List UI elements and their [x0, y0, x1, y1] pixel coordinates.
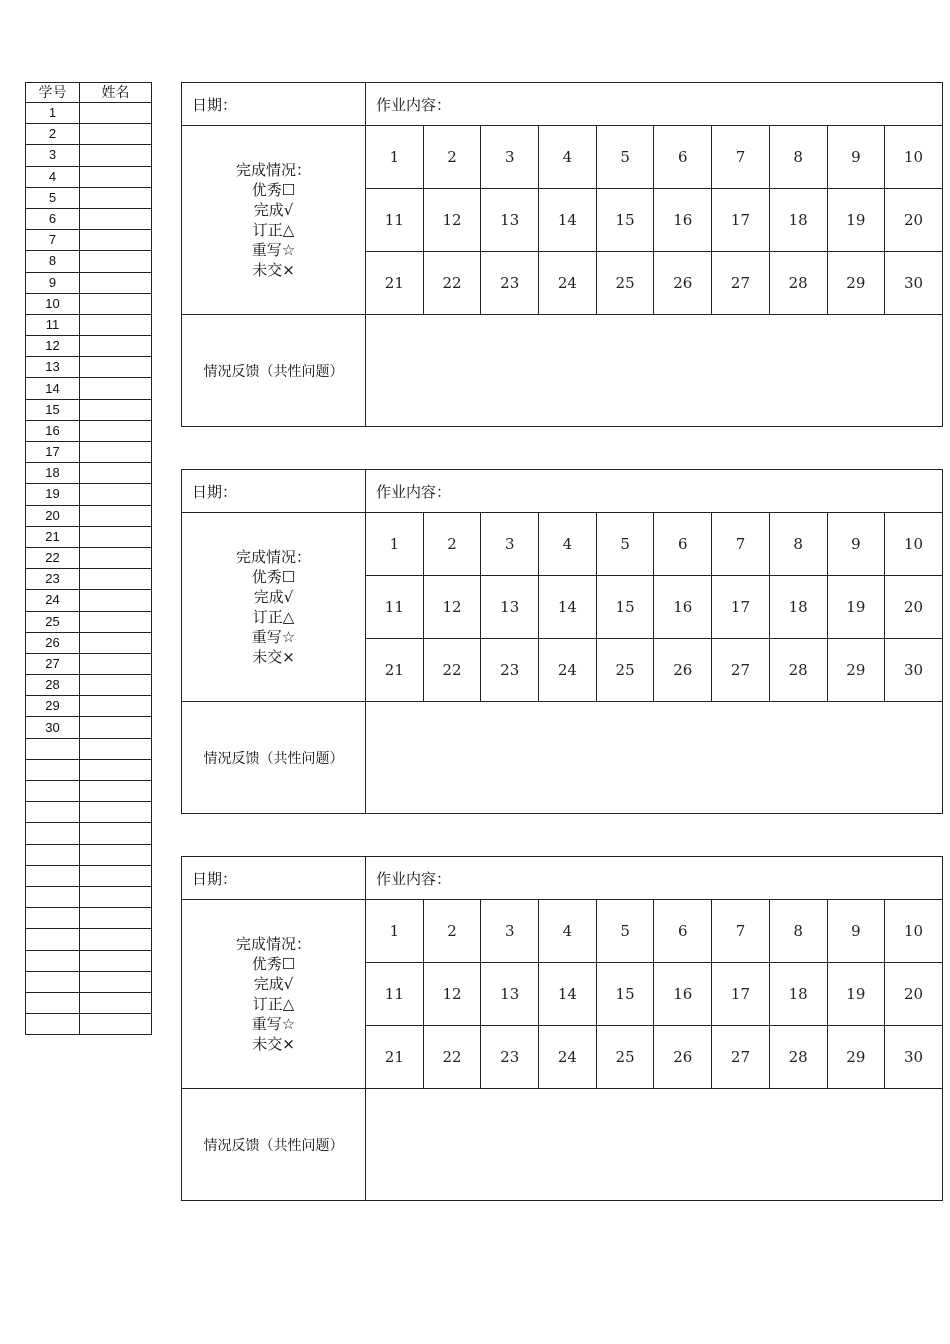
completion-legend [182, 900, 366, 1089]
student-number-cell[interactable]: 21 [366, 252, 424, 315]
completion-legend [182, 513, 366, 702]
roster-student-name[interactable] [80, 717, 152, 738]
roster-student-number: 2 [26, 124, 80, 145]
student-number-cell[interactable]: 10 [885, 126, 943, 189]
roster-student-number: 11 [26, 314, 80, 335]
roster-row [26, 717, 152, 738]
student-number-cell[interactable]: 3 [481, 513, 539, 576]
student-number-cell[interactable]: 28 [769, 252, 827, 315]
roster-row [26, 781, 152, 802]
student-number-cell[interactable]: 12 [423, 576, 481, 639]
roster-student-number [26, 929, 80, 950]
roster-row [26, 611, 152, 632]
completion-legend-line: 重写☆ [251, 1015, 296, 1033]
student-number-cell[interactable]: 16 [654, 576, 712, 639]
roster-student-name[interactable] [80, 886, 152, 907]
completion-legend-line: 完成√ [253, 201, 294, 219]
roster-body [26, 103, 152, 1035]
roster-row [26, 505, 152, 526]
student-number-cell[interactable]: 25 [596, 1026, 654, 1089]
student-number-cell[interactable]: 23 [481, 252, 539, 315]
student-number-cell[interactable]: 26 [654, 1026, 712, 1089]
roster-student-number: 26 [26, 632, 80, 653]
roster-header-number: 学号 [26, 83, 80, 103]
roster-row [26, 251, 152, 272]
roster-student-number: 12 [26, 336, 80, 357]
homework-block [181, 82, 943, 427]
student-number-cell[interactable]: 11 [366, 576, 424, 639]
student-number-cell[interactable]: 9 [827, 900, 885, 963]
student-roster-table [25, 82, 152, 1035]
student-number-cell[interactable]: 19 [827, 963, 885, 1026]
completion-legend-line: 订正△ [252, 995, 295, 1013]
roster-row [26, 103, 152, 124]
student-number-cell[interactable]: 7 [712, 513, 770, 576]
student-number-cell[interactable]: 10 [885, 513, 943, 576]
roster-student-number: 5 [26, 187, 80, 208]
roster-student-number [26, 992, 80, 1013]
roster-row [26, 399, 152, 420]
roster-row [26, 378, 152, 399]
student-number-cell[interactable]: 11 [366, 963, 424, 1026]
student-number-cell[interactable]: 12 [423, 189, 481, 252]
roster-student-number [26, 844, 80, 865]
roster-row [26, 145, 152, 166]
student-number-cell[interactable]: 7 [712, 126, 770, 189]
roster-student-number [26, 823, 80, 844]
roster-student-number: 16 [26, 420, 80, 441]
homework-header-row [182, 857, 943, 900]
student-number-cell[interactable]: 13 [481, 189, 539, 252]
roster-row [26, 357, 152, 378]
roster-row [26, 230, 152, 251]
student-number-cell[interactable]: 21 [366, 1026, 424, 1089]
roster-student-number [26, 908, 80, 929]
student-number-cell[interactable]: 29 [827, 639, 885, 702]
student-number-cell[interactable]: 28 [769, 1026, 827, 1089]
student-number-row [182, 513, 943, 576]
roster-student-number [26, 802, 80, 823]
roster-row [26, 632, 152, 653]
roster-student-name[interactable] [80, 505, 152, 526]
completion-legend [182, 126, 366, 315]
student-number-cell[interactable]: 16 [654, 963, 712, 1026]
completion-legend-line: 重写☆ [251, 628, 296, 646]
student-number-cell[interactable]: 18 [769, 189, 827, 252]
roster-row [26, 590, 152, 611]
roster-student-name[interactable] [80, 632, 152, 653]
roster-row [26, 908, 152, 929]
student-number-cell[interactable]: 2 [423, 513, 481, 576]
completion-legend-line: 未交× [252, 261, 295, 279]
roster-student-number: 20 [26, 505, 80, 526]
roster-row [26, 484, 152, 505]
roster-student-name[interactable] [80, 971, 152, 992]
feedback-area[interactable] [366, 702, 943, 814]
date-label[interactable]: 日期： [182, 857, 366, 900]
roster-student-name[interactable] [80, 823, 152, 844]
roster-student-name[interactable] [80, 865, 152, 886]
homework-header-row [182, 83, 943, 126]
roster-row [26, 971, 152, 992]
student-number-cell[interactable]: 4 [539, 900, 597, 963]
roster-student-name[interactable] [80, 611, 152, 632]
student-number-cell[interactable]: 17 [712, 963, 770, 1026]
roster-student-number: 10 [26, 293, 80, 314]
roster-student-name[interactable] [80, 547, 152, 568]
completion-legend-line: 优秀☐ [251, 955, 296, 973]
roster-student-name[interactable] [80, 992, 152, 1013]
content-label[interactable]: 作业内容： [366, 83, 943, 126]
student-number-cell[interactable]: 27 [712, 252, 770, 315]
student-number-cell[interactable]: 8 [769, 900, 827, 963]
roster-student-name[interactable] [80, 781, 152, 802]
student-number-cell[interactable]: 5 [596, 126, 654, 189]
student-number-cell[interactable]: 20 [885, 576, 943, 639]
student-number-cell[interactable]: 2 [423, 126, 481, 189]
student-number-cell[interactable]: 1 [366, 900, 424, 963]
student-number-cell[interactable]: 15 [596, 963, 654, 1026]
completion-legend-line: 重写☆ [251, 241, 296, 259]
roster-student-name[interactable] [80, 675, 152, 696]
roster-student-name[interactable] [80, 526, 152, 547]
completion-legend-line: 完成情况： [235, 935, 311, 953]
feedback-row [182, 315, 943, 427]
feedback-label: 情况反馈（共性问题） [182, 315, 366, 427]
student-number-cell[interactable]: 30 [885, 1026, 943, 1089]
student-number-cell[interactable]: 29 [827, 252, 885, 315]
student-number-cell[interactable]: 8 [769, 126, 827, 189]
roster-student-name[interactable] [80, 759, 152, 780]
student-number-cell[interactable]: 28 [769, 639, 827, 702]
roster-student-number: 6 [26, 208, 80, 229]
student-number-cell[interactable]: 21 [366, 639, 424, 702]
student-number-cell[interactable]: 2 [423, 900, 481, 963]
completion-legend-line: 完成√ [253, 975, 294, 993]
roster-student-name[interactable] [80, 463, 152, 484]
roster-student-name[interactable] [80, 208, 152, 229]
student-number-cell[interactable]: 25 [596, 252, 654, 315]
roster-header-name: 姓名 [80, 83, 152, 103]
student-number-cell[interactable]: 14 [539, 576, 597, 639]
student-number-cell[interactable]: 30 [885, 252, 943, 315]
feedback-label: 情况反馈（共性问题） [182, 702, 366, 814]
roster-student-number [26, 971, 80, 992]
roster-row [26, 187, 152, 208]
student-number-cell[interactable]: 27 [712, 1026, 770, 1089]
roster-student-number: 27 [26, 653, 80, 674]
homework-block [181, 469, 943, 814]
student-number-cell[interactable]: 14 [539, 963, 597, 1026]
content-label[interactable]: 作业内容： [366, 470, 943, 513]
roster-student-name[interactable] [80, 1014, 152, 1035]
student-number-row [182, 900, 943, 963]
roster-student-name[interactable] [80, 230, 152, 251]
student-number-cell[interactable]: 14 [539, 189, 597, 252]
student-number-cell[interactable]: 24 [539, 252, 597, 315]
student-number-cell[interactable]: 20 [885, 189, 943, 252]
roster-student-name[interactable] [80, 272, 152, 293]
feedback-area[interactable] [366, 1089, 943, 1201]
roster-student-name[interactable] [80, 378, 152, 399]
roster-student-name[interactable] [80, 484, 152, 505]
student-number-cell[interactable]: 1 [366, 126, 424, 189]
roster-row [26, 929, 152, 950]
roster-student-number: 8 [26, 251, 80, 272]
roster-row [26, 272, 152, 293]
student-number-cell[interactable]: 24 [539, 639, 597, 702]
roster-row [26, 886, 152, 907]
student-number-cell[interactable]: 22 [423, 252, 481, 315]
student-number-cell[interactable]: 1 [366, 513, 424, 576]
student-number-cell[interactable]: 17 [712, 576, 770, 639]
student-number-cell[interactable]: 29 [827, 1026, 885, 1089]
student-number-cell[interactable]: 23 [481, 1026, 539, 1089]
roster-student-name[interactable] [80, 590, 152, 611]
roster-student-number [26, 950, 80, 971]
student-number-cell[interactable]: 18 [769, 576, 827, 639]
roster-student-name[interactable] [80, 399, 152, 420]
feedback-row [182, 1089, 943, 1201]
completion-legend-line: 完成情况： [235, 161, 311, 179]
roster-row [26, 208, 152, 229]
roster-student-number: 19 [26, 484, 80, 505]
feedback-row [182, 702, 943, 814]
student-number-cell[interactable]: 4 [539, 126, 597, 189]
student-number-cell[interactable]: 3 [481, 900, 539, 963]
roster-student-number: 23 [26, 569, 80, 590]
roster-row [26, 1014, 152, 1035]
student-number-cell[interactable]: 5 [596, 900, 654, 963]
student-number-cell[interactable]: 25 [596, 639, 654, 702]
roster-student-name[interactable] [80, 336, 152, 357]
student-number-cell[interactable]: 13 [481, 576, 539, 639]
homework-header-row [182, 470, 943, 513]
roster-row [26, 802, 152, 823]
roster-student-number: 4 [26, 166, 80, 187]
roster-row [26, 463, 152, 484]
roster-student-name[interactable] [80, 442, 152, 463]
feedback-label: 情况反馈（共性问题） [182, 1089, 366, 1201]
roster-student-name[interactable] [80, 166, 152, 187]
roster-student-name[interactable] [80, 357, 152, 378]
student-number-cell[interactable]: 27 [712, 639, 770, 702]
roster-student-name[interactable] [80, 844, 152, 865]
student-number-cell[interactable]: 22 [423, 639, 481, 702]
student-number-cell[interactable]: 15 [596, 189, 654, 252]
roster-row [26, 950, 152, 971]
roster-row [26, 844, 152, 865]
roster-row [26, 314, 152, 335]
student-number-cell[interactable]: 4 [539, 513, 597, 576]
roster-student-name[interactable] [80, 187, 152, 208]
roster-student-number: 14 [26, 378, 80, 399]
roster-row [26, 526, 152, 547]
roster-row [26, 293, 152, 314]
roster-row [26, 738, 152, 759]
roster-row [26, 166, 152, 187]
roster-student-number [26, 865, 80, 886]
student-number-cell[interactable]: 12 [423, 963, 481, 1026]
completion-legend-line: 优秀☐ [251, 568, 296, 586]
completion-legend-line: 完成情况： [235, 548, 311, 566]
student-number-cell[interactable]: 26 [654, 639, 712, 702]
roster-row [26, 675, 152, 696]
roster-row [26, 569, 152, 590]
completion-legend-line: 优秀☐ [251, 181, 296, 199]
roster-row [26, 823, 152, 844]
roster-student-name[interactable] [80, 420, 152, 441]
student-number-cell[interactable]: 23 [481, 639, 539, 702]
date-label[interactable]: 日期： [182, 470, 366, 513]
student-number-cell[interactable]: 15 [596, 576, 654, 639]
roster-student-name[interactable] [80, 908, 152, 929]
roster-student-number [26, 738, 80, 759]
roster-student-name[interactable] [80, 251, 152, 272]
student-number-cell[interactable]: 18 [769, 963, 827, 1026]
student-number-cell[interactable]: 22 [423, 1026, 481, 1089]
roster-student-number: 30 [26, 717, 80, 738]
student-number-cell[interactable]: 11 [366, 189, 424, 252]
student-number-row [182, 126, 943, 189]
roster-student-name[interactable] [80, 293, 152, 314]
roster-student-name[interactable] [80, 569, 152, 590]
completion-legend-line: 未交× [252, 648, 295, 666]
roster-student-number: 24 [26, 590, 80, 611]
student-number-cell[interactable]: 5 [596, 513, 654, 576]
roster-student-name[interactable] [80, 314, 152, 335]
roster-row [26, 442, 152, 463]
roster-student-number: 18 [26, 463, 80, 484]
roster-student-name[interactable] [80, 950, 152, 971]
homework-block [181, 856, 943, 1201]
student-number-cell[interactable]: 3 [481, 126, 539, 189]
roster-header-row [26, 83, 152, 103]
roster-student-number: 1 [26, 103, 80, 124]
student-number-cell[interactable]: 9 [827, 513, 885, 576]
roster-student-name[interactable] [80, 696, 152, 717]
roster-student-number: 15 [26, 399, 80, 420]
student-number-cell[interactable]: 7 [712, 900, 770, 963]
roster-student-name[interactable] [80, 929, 152, 950]
student-number-cell[interactable]: 6 [654, 126, 712, 189]
roster-student-name[interactable] [80, 145, 152, 166]
roster-student-number: 28 [26, 675, 80, 696]
student-number-cell[interactable]: 19 [827, 189, 885, 252]
student-number-cell[interactable]: 26 [654, 252, 712, 315]
roster-student-name[interactable] [80, 103, 152, 124]
roster-student-number: 9 [26, 272, 80, 293]
content-label[interactable]: 作业内容： [366, 857, 943, 900]
roster-row [26, 653, 152, 674]
roster-student-number: 3 [26, 145, 80, 166]
student-number-cell[interactable]: 9 [827, 126, 885, 189]
roster-row [26, 696, 152, 717]
completion-legend-line: 未交× [252, 1035, 295, 1053]
completion-legend-line: 订正△ [252, 608, 295, 626]
roster-student-number [26, 886, 80, 907]
roster-student-number [26, 1014, 80, 1035]
date-label[interactable]: 日期： [182, 83, 366, 126]
roster-row [26, 336, 152, 357]
student-number-cell[interactable]: 20 [885, 963, 943, 1026]
roster-row [26, 124, 152, 145]
completion-legend-line: 订正△ [252, 221, 295, 239]
completion-legend-line: 完成√ [253, 588, 294, 606]
student-number-cell[interactable]: 10 [885, 900, 943, 963]
student-number-cell[interactable]: 24 [539, 1026, 597, 1089]
roster-student-number: 21 [26, 526, 80, 547]
student-number-cell[interactable]: 17 [712, 189, 770, 252]
roster-student-name[interactable] [80, 738, 152, 759]
student-number-cell[interactable]: 6 [654, 513, 712, 576]
roster-student-number: 7 [26, 230, 80, 251]
student-number-cell[interactable]: 6 [654, 900, 712, 963]
feedback-area[interactable] [366, 315, 943, 427]
roster-student-number: 22 [26, 547, 80, 568]
roster-student-number: 29 [26, 696, 80, 717]
student-number-cell[interactable]: 30 [885, 639, 943, 702]
roster-row [26, 759, 152, 780]
student-number-cell[interactable]: 8 [769, 513, 827, 576]
student-number-cell[interactable]: 16 [654, 189, 712, 252]
student-number-cell[interactable]: 19 [827, 576, 885, 639]
roster-row [26, 992, 152, 1013]
roster-student-number: 13 [26, 357, 80, 378]
roster-row [26, 420, 152, 441]
roster-student-number: 17 [26, 442, 80, 463]
roster-student-number [26, 781, 80, 802]
roster-student-name[interactable] [80, 124, 152, 145]
roster-student-name[interactable] [80, 653, 152, 674]
roster-row [26, 547, 152, 568]
roster-student-number: 25 [26, 611, 80, 632]
roster-student-number [26, 759, 80, 780]
roster-row [26, 865, 152, 886]
student-number-cell[interactable]: 13 [481, 963, 539, 1026]
roster-student-name[interactable] [80, 802, 152, 823]
